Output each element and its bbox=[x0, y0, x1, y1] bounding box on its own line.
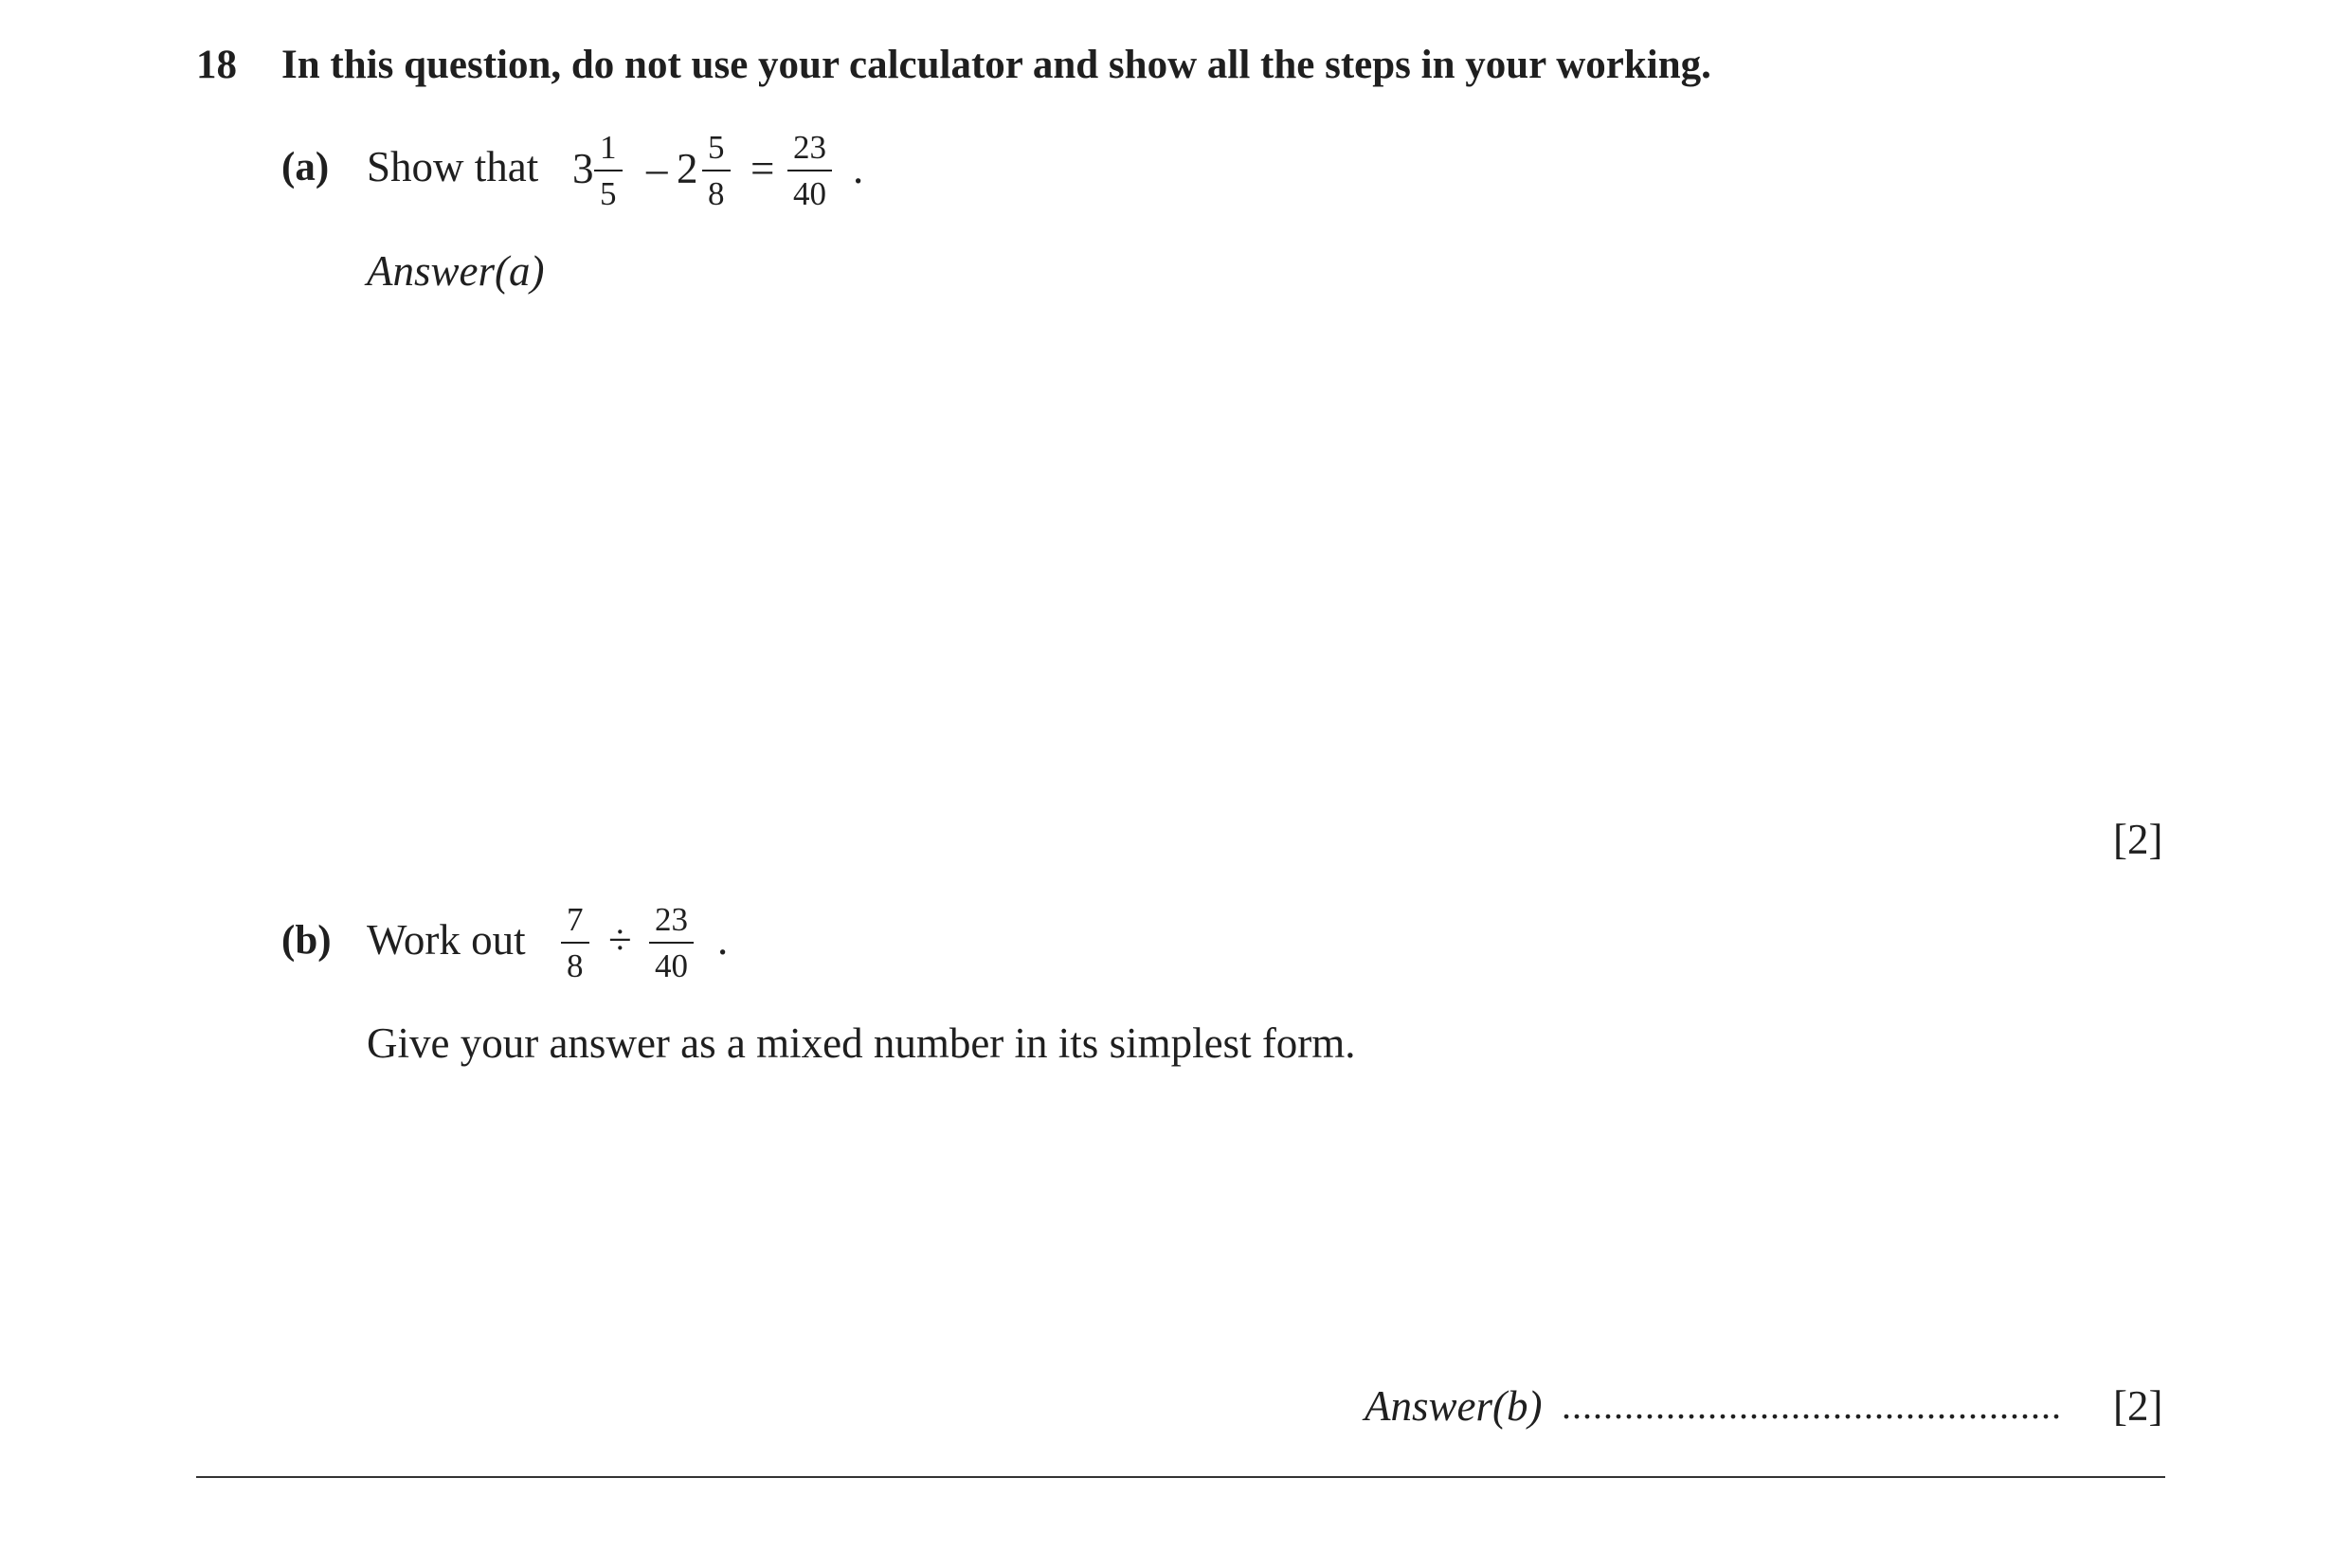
part-b-label: (b) bbox=[281, 918, 332, 963]
mixed-number-whole-1: 3 bbox=[572, 145, 594, 192]
equals-sign: = bbox=[750, 145, 775, 192]
fraction-denominator: 8 bbox=[567, 947, 584, 984]
fraction-7-8 bbox=[561, 903, 589, 982]
answer-b-label: Answer(b) bbox=[1365, 1382, 1543, 1430]
part-b-marks: [2] bbox=[2113, 1382, 2163, 1430]
part-a-prompt: Show that bbox=[367, 143, 539, 190]
fraction-denominator: 5 bbox=[600, 175, 617, 212]
part-a-marks: [2] bbox=[2113, 816, 2163, 863]
fraction-denominator: 40 bbox=[655, 947, 688, 984]
fraction-23-40 bbox=[787, 131, 832, 210]
fraction-numerator: 23 bbox=[793, 129, 826, 166]
fraction-numerator: 1 bbox=[600, 129, 617, 166]
question-number: 18 bbox=[196, 43, 237, 87]
minus-sign: – bbox=[646, 145, 668, 192]
question-instruction: In this question, do not use your calculator and show all the steps in your working. bbox=[281, 43, 1711, 87]
period: . bbox=[717, 916, 729, 964]
fraction-5-8 bbox=[702, 131, 731, 210]
answer-a-label: Answer(a) bbox=[367, 247, 545, 295]
answer-b-line[interactable]: ................................................ bbox=[1562, 1384, 2062, 1427]
fraction-23-40 bbox=[649, 903, 694, 982]
period: . bbox=[853, 145, 864, 192]
part-b-instruction: Give your answer as a mixed number in its simplest form. bbox=[367, 1019, 1356, 1067]
fraction-numerator: 7 bbox=[567, 901, 584, 938]
fraction-numerator: 23 bbox=[655, 901, 688, 938]
bottom-rule bbox=[196, 1476, 2165, 1478]
mixed-number-whole-2: 2 bbox=[677, 145, 698, 192]
fraction-numerator: 5 bbox=[708, 129, 725, 166]
fraction-1-5 bbox=[594, 131, 623, 210]
divide-sign: ÷ bbox=[608, 916, 632, 964]
fraction-denominator: 40 bbox=[793, 175, 826, 212]
fraction-denominator: 8 bbox=[708, 175, 725, 212]
part-b-prompt: Work out bbox=[367, 916, 526, 964]
part-a-label: (a) bbox=[281, 145, 330, 189]
